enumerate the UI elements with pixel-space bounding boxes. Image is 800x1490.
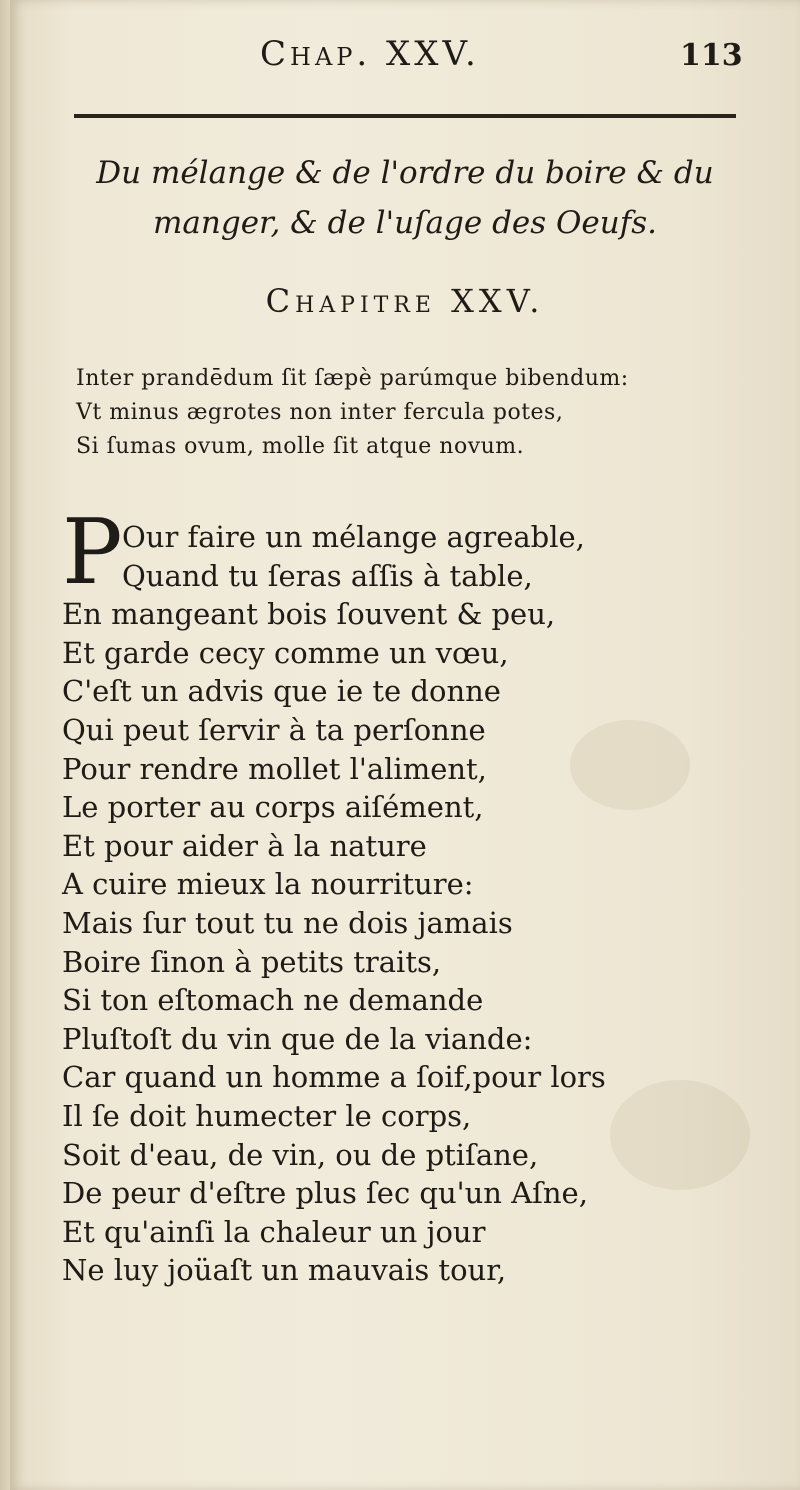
- section-heading: [10, 148, 800, 248]
- heading-line: Du mélange & de l'ordre du boire & du: [96, 155, 714, 191]
- poem-line: Il ſe doit humecter le corps,: [62, 1098, 472, 1133]
- poem-line: Pluſtoſt du vin que de la viande:: [62, 1021, 533, 1056]
- french-poem: [62, 518, 606, 1290]
- poem-line: Et qu'ainſi la chaleur un jour: [62, 1214, 486, 1249]
- paper-stain: [610, 1080, 750, 1190]
- latin-line: Si ſumas ovum, molle ſit atque novum.: [76, 434, 525, 459]
- poem-line: Quand tu ſeras aſſis à table,: [122, 558, 533, 593]
- poem-line: De peur d'eſtre plus ſec qu'un Aſne,: [62, 1176, 588, 1211]
- poem-line: Soit d'eau, de vin, ou de ptiſane,: [62, 1137, 539, 1172]
- poem-line: Mais ſur tout tu ne dois jamais: [62, 905, 513, 940]
- book-page: [10, 0, 800, 1490]
- latin-verses: [76, 362, 629, 464]
- chapter-title: Chapitre XXV.: [265, 282, 545, 320]
- page-number: 113: [680, 38, 743, 73]
- drop-cap: P: [62, 500, 123, 605]
- poem-line: Si ton eſtomach ne demande: [62, 983, 484, 1018]
- poem-line: Car quand un homme a ſoif,pour lors: [62, 1060, 606, 1095]
- poem-line: Et pour aider à la nature: [62, 828, 427, 863]
- running-head: [10, 28, 800, 78]
- poem-line: Qui peut ſervir à ta perſonne: [62, 712, 486, 747]
- poem-line: Le porter au corps aiſément,: [62, 790, 484, 825]
- heading-line: manger, & de l'uſage des Oeufs.: [153, 205, 657, 241]
- poem-line: Boire ſinon à petits traits,: [62, 944, 442, 979]
- poem-line: Et garde cecy comme un vœu,: [62, 635, 509, 670]
- running-title: Chap. XXV.: [260, 34, 480, 74]
- poem-line: En mangeant bois ſouvent & peu,: [62, 597, 556, 632]
- poem-line: C'eſt un advis que ie te donne: [62, 674, 501, 709]
- poem-line: A cuire mieux la nourriture:: [62, 867, 474, 902]
- latin-line: Inter prandēdum ſit ſæpè parúmque bibendum:: [76, 366, 629, 391]
- header-rule: [74, 114, 736, 118]
- poem-line: Ne luy joüaſt un mauvais tour,: [62, 1253, 507, 1288]
- poem-line: Our faire un mélange agreable,: [122, 520, 585, 554]
- latin-line: Vt minus ægrotes non inter fercula potes,: [76, 400, 564, 425]
- poem-line: Pour rendre mollet l'aliment,: [62, 751, 487, 786]
